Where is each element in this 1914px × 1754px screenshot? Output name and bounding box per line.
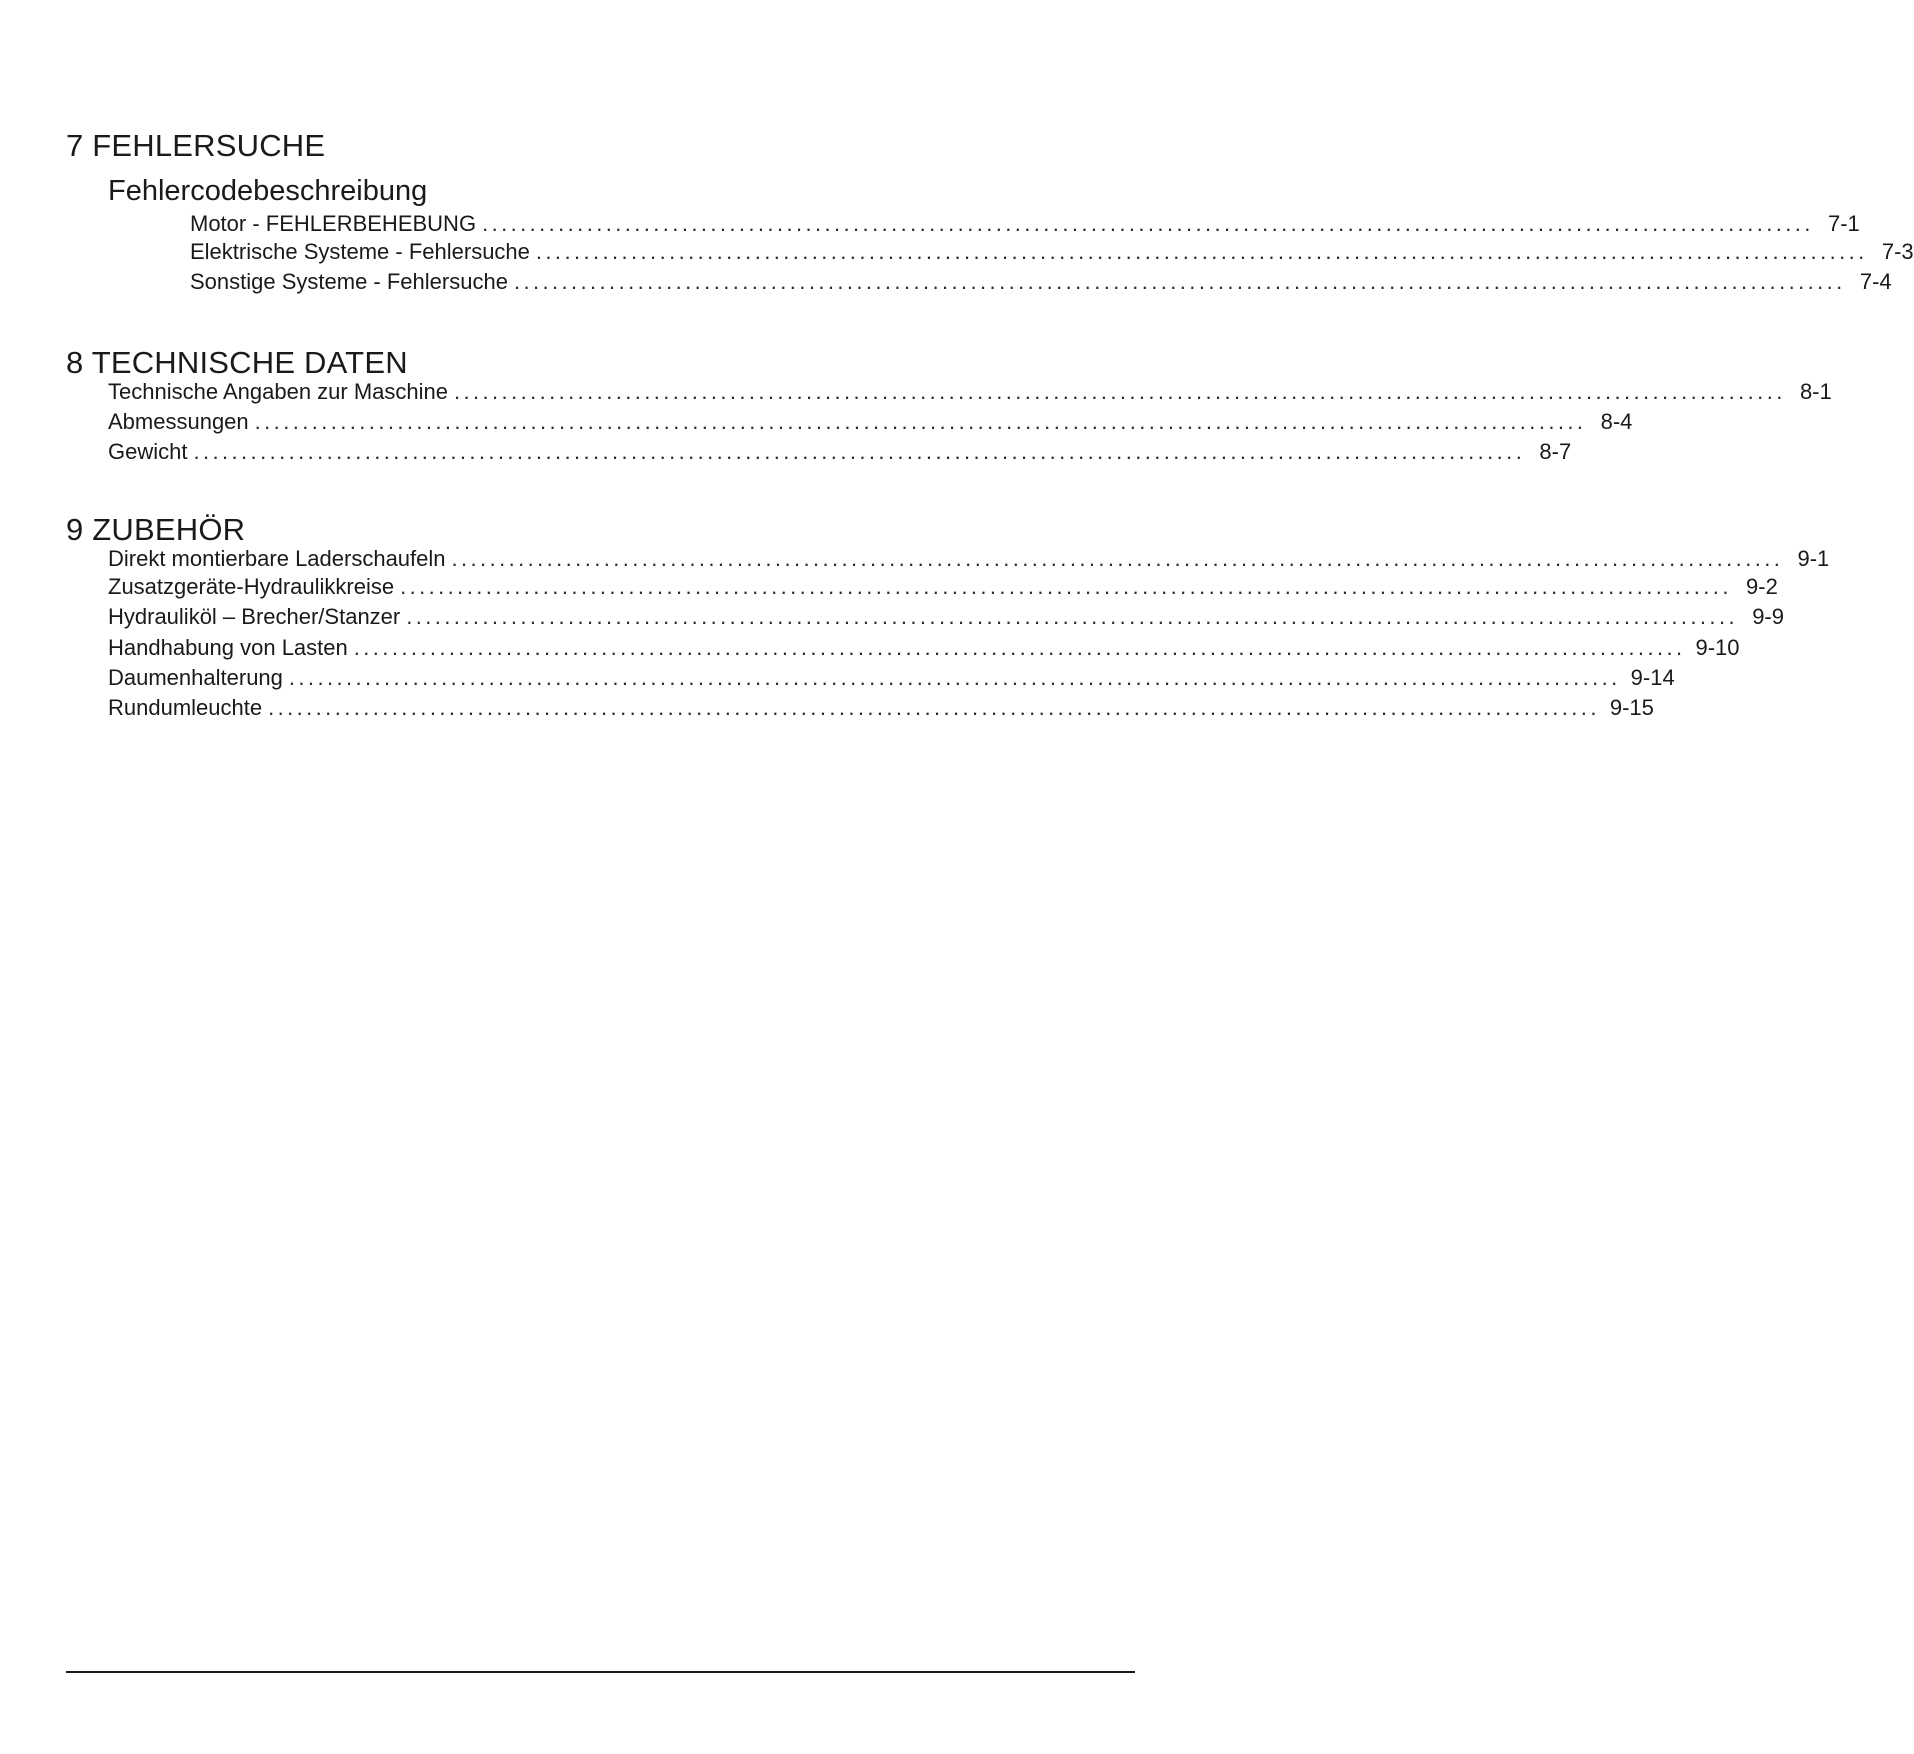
toc-entry-page: 7-4 (1859, 269, 1892, 294)
toc-entry[interactable] (108, 694, 1654, 722)
footer-rule (66, 1671, 1135, 1673)
dot-leader: ............................................................................................................................................ (451, 546, 1784, 571)
toc-entry-label: Technische Angaben zur Maschine (108, 379, 448, 404)
toc-entry[interactable] (190, 268, 1892, 296)
dot-leader: ............................................................................................................................................ (400, 574, 1732, 599)
toc-entry-page: 9-2 (1746, 574, 1778, 599)
toc-entry-page: 8-1 (1799, 379, 1832, 404)
dot-leader: ............................................................................................................................................ (454, 379, 1786, 404)
dot-leader: ............................................................................................................................................ (353, 635, 1686, 660)
toc-entry-label: Elektrische Systeme - Fehlersuche (190, 239, 530, 264)
toc-entry-page: 9-14 (1630, 665, 1675, 690)
dot-leader: ............................................................................................................................................ (268, 695, 1600, 720)
toc-entry-label: Hydrauliköl – Brecher/Stanzer (108, 604, 401, 629)
toc-entry-label: Rundumleuchte (108, 695, 263, 720)
toc-entry-page: 7-3 (1881, 239, 1914, 264)
toc-entry-page: 9-9 (1752, 604, 1784, 629)
toc-entry[interactable] (108, 634, 1740, 662)
toc-entry[interactable] (190, 210, 1860, 238)
toc-entry-page: 9-15 (1609, 695, 1654, 720)
dot-leader: ............................................................................................................................................ (513, 269, 1846, 294)
toc-entry-label: Daumenhalterung (108, 665, 283, 690)
dot-leader: ............................................................................................................................................ (288, 665, 1621, 690)
toc-entry[interactable] (108, 378, 1832, 406)
toc-entry-label: Gewicht (108, 439, 188, 464)
toc-entry-label: Motor - FEHLERBEHEBUNG (190, 211, 477, 236)
dot-leader: ............................................................................................................................................ (482, 211, 1814, 236)
toc-entry-label: Zusatzgeräte-Hydraulikkreise (108, 574, 395, 599)
toc-entry[interactable] (108, 573, 1778, 601)
toc-entry-page: 8-7 (1539, 439, 1572, 464)
toc-entry[interactable] (190, 238, 1914, 266)
chapter-heading-7: 7 FEHLERSUCHE (66, 128, 326, 163)
toc-entry[interactable] (108, 438, 1572, 466)
dot-leader: ............................................................................................................................................ (193, 439, 1526, 464)
subchapter-heading-fehlercodebeschreibung: Fehlercodebeschreibung (108, 175, 428, 207)
toc-entry[interactable] (108, 603, 1784, 631)
toc-entry-label: Abmessungen (108, 409, 249, 434)
toc-entry[interactable] (108, 545, 1830, 573)
dot-leader: ............................................................................................................................................ (535, 239, 1868, 264)
toc-entry[interactable] (108, 408, 1633, 436)
toc-entry-label: Direkt montierbare Laderschaufeln (108, 546, 446, 571)
toc-entry-page: 9-1 (1797, 546, 1830, 571)
chapter-heading-8: 8 TECHNISCHE DATEN (66, 345, 408, 380)
dot-leader: ............................................................................................................................................ (406, 604, 1738, 629)
toc-entry-page: 8-4 (1600, 409, 1633, 434)
dot-leader: ............................................................................................................................................ (254, 409, 1587, 434)
toc-entry-label: Handhabung von Lasten (108, 635, 348, 660)
toc-entry-label: Sonstige Systeme - Fehlersuche (190, 269, 508, 294)
toc-entry-page: 7-1 (1828, 211, 1860, 236)
toc-entry[interactable] (108, 664, 1675, 692)
chapter-heading-9: 9 ZUBEHÖR (66, 512, 246, 547)
toc-entry-page: 9-10 (1695, 635, 1740, 660)
